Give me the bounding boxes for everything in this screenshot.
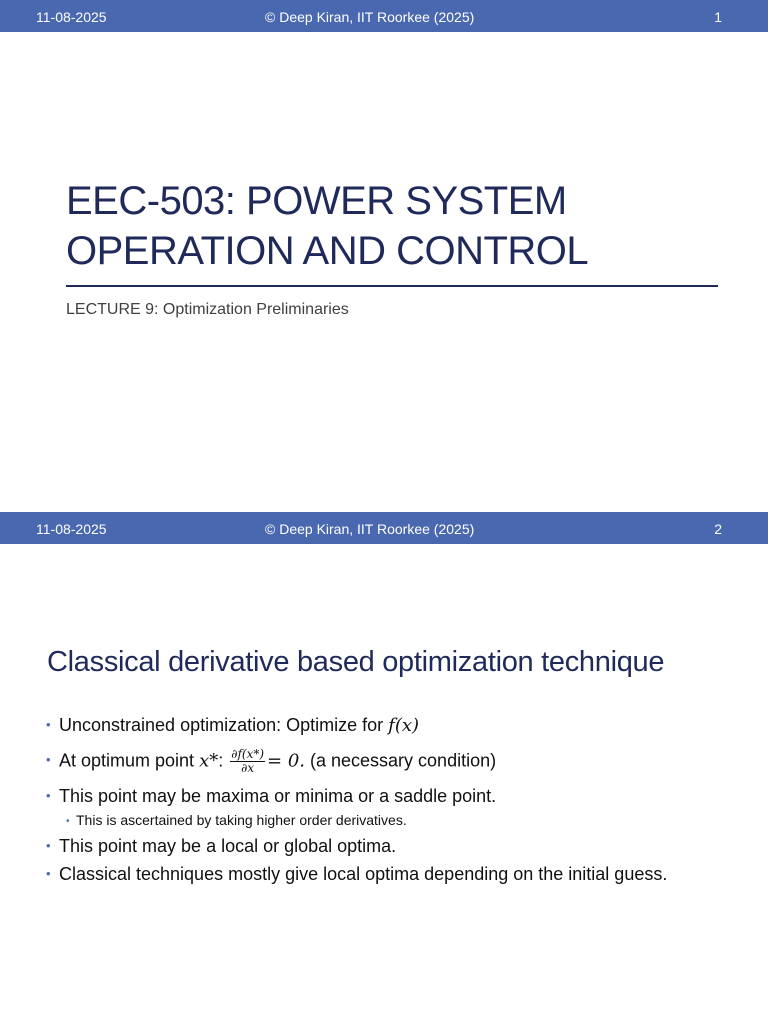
slide-title-line-2: OPERATION AND CONTROL xyxy=(66,229,589,273)
slide-title xyxy=(66,176,726,276)
slide-title: Classical derivative based optimization technique xyxy=(47,646,665,678)
header-date: 11-08-2025 xyxy=(36,521,107,537)
header-copyright: © Deep Kiran, IIT Roorkee (2025) xyxy=(265,521,475,537)
header-date: 11-08-2025 xyxy=(36,9,107,25)
header-page-number: 1 xyxy=(714,9,722,25)
bullet-item: • This point may be maxima or minima or a saddle point. xyxy=(46,786,497,806)
math-expression: x* xyxy=(199,750,219,772)
bullet-item: • Unconstrained optimization: Optimize for f(x) xyxy=(46,715,420,736)
bullet-dot-icon: • xyxy=(46,788,51,803)
slide-header-bar xyxy=(0,512,768,544)
bullet-dot-icon: • xyxy=(46,866,51,881)
bullet-item: • This point may be a local or global optima. xyxy=(46,836,397,856)
bullet-item: • At optimum point x*: $\frac{\partial f(x*)}{\partial x}$ = 0. (a necessary condition) xyxy=(46,747,497,775)
slide-header-bar xyxy=(0,0,768,32)
title-divider xyxy=(66,285,718,287)
header-copyright: © Deep Kiran, IIT Roorkee (2025) xyxy=(265,9,475,25)
bullet-dot-icon: • xyxy=(46,717,51,732)
math-expression: f(x) xyxy=(388,715,420,736)
bullet-dot-icon: • xyxy=(46,838,51,853)
slide-2 xyxy=(0,512,768,1024)
slide-subtitle: LECTURE 9: Optimization Preliminaries xyxy=(66,301,349,318)
bullet-dot-icon: • xyxy=(46,752,51,768)
sub-bullet-item: • This is ascertained by taking higher order derivatives. xyxy=(66,812,407,828)
header-page-number: 2 xyxy=(714,521,722,537)
slide-title-line-1: EEC-503: POWER SYSTEM xyxy=(66,179,567,223)
bullet-dot-icon: • xyxy=(66,816,70,827)
partial-derivative-fraction: $\frac{\partial f(x*)}{\partial x}$ xyxy=(231,747,265,775)
bullet-item: • Classical techniques mostly give local optima depending on the initial guess. xyxy=(46,864,668,884)
